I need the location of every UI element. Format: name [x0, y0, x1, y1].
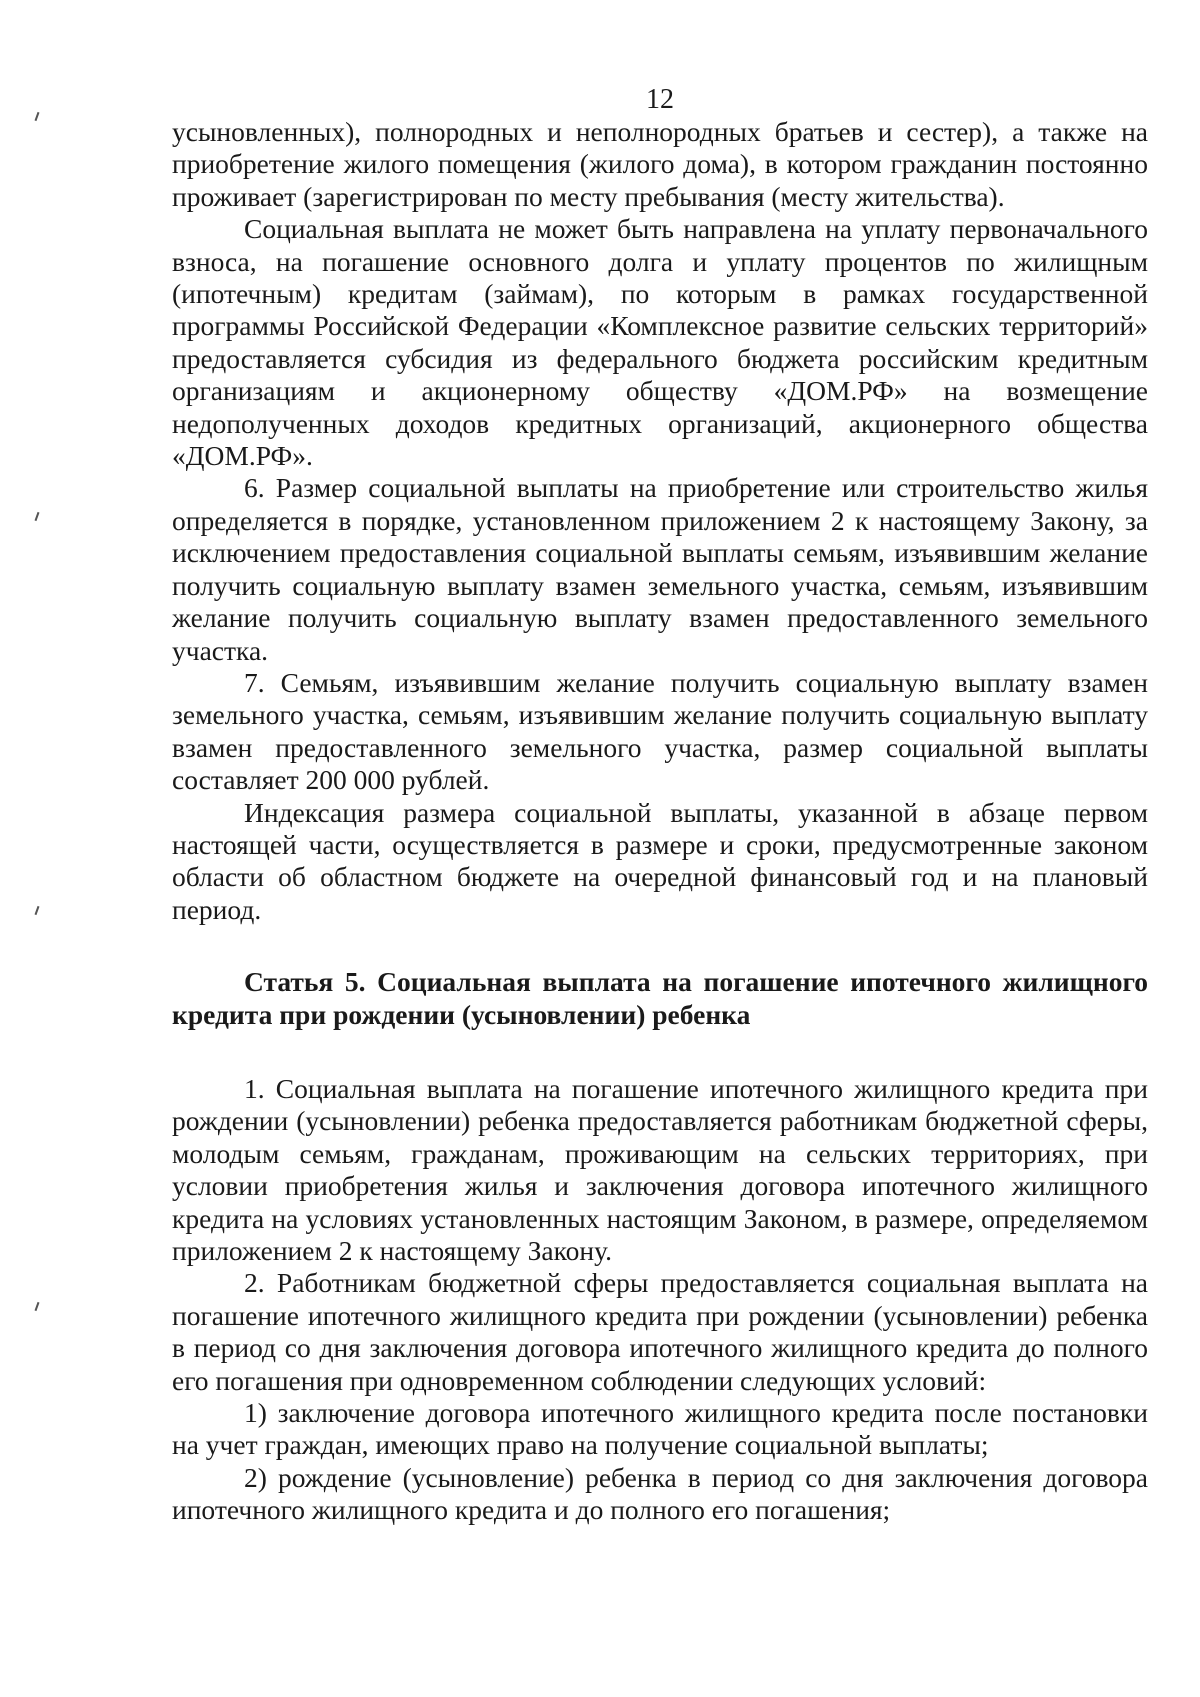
paragraph: 2) рождение (усыновление) ребенка в период со дня заключения договора ипотечного жилищного кредита и до полного его погашения; [172, 1461, 1148, 1526]
paragraph: 6. Размер социальной выплаты на приобретение или строительство жилья определяется в порядке, установленном приложением 2 к настоящему Закону, за исключением предоставления социальной выплаты семьям, изъявившим желание получить социальную выплату взамен земельного участка, семьям, изъявившим желание получить социальную выплату взамен предоставленного земельного участка. [172, 472, 1148, 666]
margin-mark [35, 512, 40, 521]
document-page [172, 84, 1148, 1527]
margin-mark [35, 906, 40, 915]
spacer [172, 1031, 1148, 1073]
article-heading: Статья 5. Социальная выплата на погашение ипотечного жилищного кредита при рождении (усыновлении) ребенка [172, 966, 1148, 1030]
page-number: 12 [646, 84, 674, 115]
paragraph: Индексация размера социальной выплаты, указанной в абзаце первом настоящей части, осуществляется в размере и сроки, предусмотренные законом области об областном бюджете на очередной финансовый год и на плановый период. [172, 796, 1148, 925]
spacer [172, 926, 1148, 966]
paragraph: усыновленных), полнородных и неполнородных братьев и сестер), а также на приобретение жилого помещения (жилого дома), в котором гражданин постоянно проживает (зарегистрирован по месту пребывания (месту жительства). [172, 116, 1148, 212]
paragraph: 1. Социальная выплата на погашение ипотечного жилищного кредита при рождении (усыновлении) ребенка предоставляется работникам бюджетной сферы, молодым семьям, гражданам, проживающим на сельских территориях, при условии приобретения жилья и заключения договора ипотечного жилищного кредита на условиях установленных настоящим Законом, в размере, определяемом приложением 2 к настоящему Закону. [172, 1072, 1148, 1266]
margin-mark [35, 1302, 40, 1311]
paragraph: 7. Семьям, изъявившим желание получить социальную выплату взамен земельного участка, семьям, изъявившим желание получить социальную выплату взамен предоставленного земельного участка, размер социальной выплаты составляет 200 000 рублей. [172, 666, 1148, 796]
paragraph: Социальная выплата не может быть направлена на уплату первоначального взноса, на погашение основного долга и уплату процентов по жилищным (ипотечным) кредитам (займам), по которым в рамках государственной программы Российской Федерации «Комплексное развитие сельских территорий» предоставляется субсидия из федерального бюджета российским кредитным организациям и акционерному обществу «ДОМ.РФ» на возмещение недополученных доходов кредитных организаций, акционерного общества «ДОМ.РФ». [172, 213, 1148, 472]
paragraph: 2. Работникам бюджетной сферы предоставляется социальная выплата на погашение ипотечного жилищного кредита при рождении (усыновлении) ребенка в период со дня заключения договора ипотечного жилищного кредита до полного его погашения при одновременном соблюдении следующих условий: [172, 1267, 1148, 1396]
paragraph: 1) заключение договора ипотечного жилищного кредита после постановки на учет граждан, имеющих право на получение социальной выплаты; [172, 1397, 1148, 1461]
margin-mark [35, 112, 40, 121]
